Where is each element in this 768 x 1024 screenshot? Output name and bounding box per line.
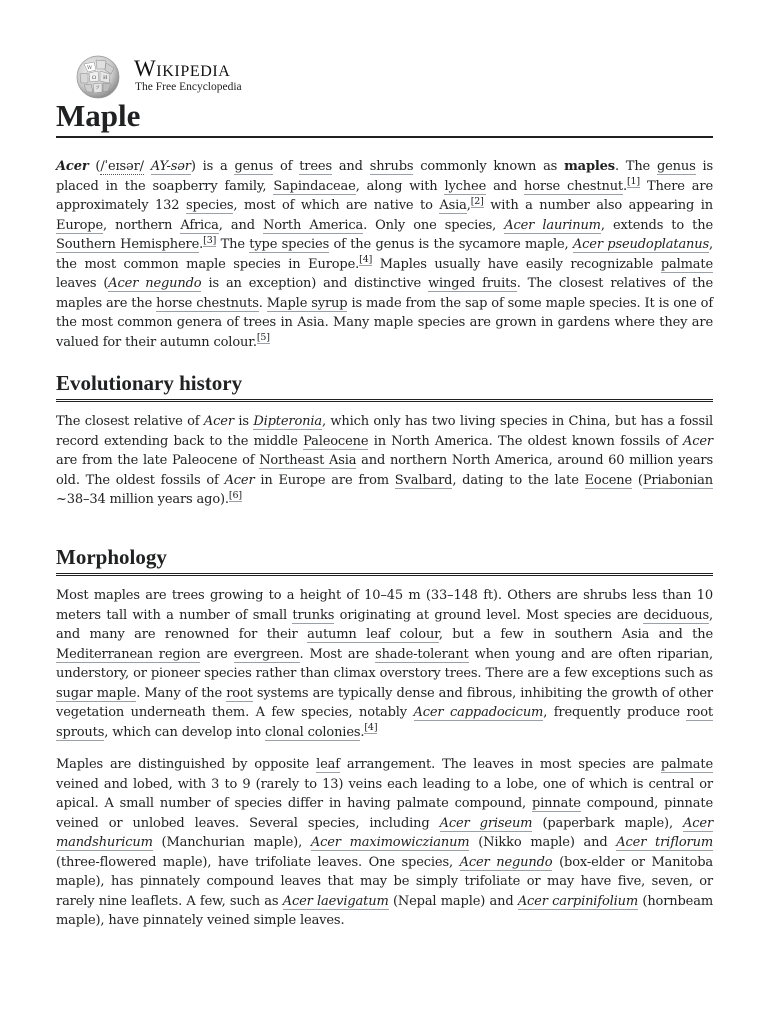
bold-term: maples bbox=[564, 159, 615, 174]
text-run: , which only has two living species in China, but has a fossil record extending back to the middle bbox=[56, 414, 713, 449]
text-run: ( bbox=[632, 472, 643, 488]
article-link[interactable]: Europe bbox=[56, 217, 104, 233]
article-link[interactable]: pinnate bbox=[531, 796, 581, 811]
section-heading: Morphology bbox=[56, 544, 713, 576]
article-link[interactable]: Svalbard bbox=[394, 472, 453, 488]
wikipedia-wordmark[interactable]: Wikipedia bbox=[134, 56, 231, 81]
article-link[interactable]: genus bbox=[234, 159, 274, 174]
article-link[interactable]: Eocene bbox=[584, 472, 633, 488]
text-run: , along with bbox=[355, 178, 445, 194]
citation-ref bbox=[364, 722, 377, 734]
svg-text:W: W bbox=[87, 65, 93, 71]
article-link[interactable]: horse chestnut bbox=[524, 178, 623, 194]
citation-ref bbox=[257, 332, 270, 344]
text-run: is made from the sap of some maple species. It is one of the most common genera of trees in Asia. Many maple species are grown in gardens where they are valued for their autumn colour. bbox=[56, 295, 713, 350]
citation-link[interactable]: [3] bbox=[203, 234, 217, 246]
section-morphology bbox=[56, 544, 713, 931]
article-link[interactable]: shrubs bbox=[369, 159, 414, 174]
citation-link[interactable]: [4] bbox=[359, 254, 373, 266]
article-link[interactable]: Acer laurinum bbox=[504, 217, 601, 233]
text-run: are bbox=[200, 646, 234, 662]
section-paragraph bbox=[56, 412, 713, 510]
article-link[interactable]: root bbox=[226, 685, 253, 701]
article-link[interactable]: trunks bbox=[292, 607, 335, 623]
text-run: . Only one species, bbox=[363, 217, 505, 233]
citation-ref bbox=[471, 196, 484, 208]
article-link[interactable]: shade-tolerant bbox=[375, 646, 469, 662]
text-run: when young and are often riparian, understory, or pioneer species rather than climax overstory trees. There are a few exceptions such as bbox=[56, 646, 713, 681]
text-run: , which can develop into bbox=[104, 724, 265, 740]
text-run bbox=[144, 159, 151, 174]
intro-paragraph bbox=[56, 157, 713, 352]
citation-ref bbox=[229, 490, 242, 502]
text-run: of the genus is the sycamore maple, bbox=[329, 237, 573, 252]
article-link[interactable]: Priabonian bbox=[642, 472, 713, 488]
text-run: systems are typically dense and fibrous, inhibiting the growth of other vegetation underneath them. A few species, notably bbox=[56, 685, 713, 720]
text-run: are from the late Paleocene of bbox=[56, 453, 260, 468]
article-link[interactable]: Northeast Asia bbox=[259, 453, 357, 468]
text-run: (Nepal maple) and bbox=[388, 893, 518, 909]
text-run: Maples usually have easily recognizable bbox=[372, 256, 661, 272]
citation-link[interactable]: [5] bbox=[256, 332, 270, 344]
citation-link[interactable]: [2] bbox=[470, 195, 484, 207]
text-run: There are approximately 132 bbox=[56, 178, 713, 213]
article-link[interactable]: Acer negundo bbox=[108, 276, 202, 291]
text-run: with a number also appearing in bbox=[483, 198, 713, 213]
wikipedia-globe-logo-icon[interactable] bbox=[74, 54, 122, 100]
text-run: of bbox=[273, 159, 300, 174]
article-link[interactable]: lychee bbox=[444, 178, 487, 194]
article-link[interactable]: Africa bbox=[180, 217, 219, 233]
text-run: leaves ( bbox=[56, 276, 109, 291]
text-run: The closest relative of bbox=[56, 414, 204, 429]
article-link[interactable]: palmate bbox=[660, 757, 713, 772]
svg-text:Ω: Ω bbox=[92, 75, 97, 81]
section-paragraph bbox=[56, 586, 713, 742]
citation-link[interactable]: [6] bbox=[228, 489, 242, 501]
bold-term: Acer bbox=[56, 159, 89, 174]
text-run: . The bbox=[614, 159, 657, 174]
article-link[interactable]: Acer laevigatum bbox=[282, 893, 389, 909]
text-run: , dating to the late bbox=[452, 472, 585, 488]
citation-ref bbox=[627, 176, 640, 188]
text-run: arrangement. The leaves in most species are bbox=[339, 757, 661, 772]
text-run: Maples are distinguished by opposite bbox=[56, 757, 317, 772]
article-link[interactable]: Acer pseudoplatanus bbox=[572, 237, 710, 252]
text-run: , frequently produce bbox=[543, 705, 687, 720]
article-link[interactable]: type species bbox=[249, 237, 330, 252]
text-run: ( bbox=[88, 159, 101, 174]
article-link[interactable]: autumn leaf colour bbox=[307, 627, 439, 642]
article-link[interactable]: Asia bbox=[439, 198, 467, 213]
text-run: . bbox=[360, 724, 365, 740]
lead-section bbox=[56, 157, 713, 352]
text-run: , the most common maple species in Europe. bbox=[56, 237, 713, 272]
text-run: in North America. The oldest known fossils of bbox=[368, 433, 683, 449]
text-run: , extends to the bbox=[600, 217, 713, 233]
text-run: is an exception) and distinctive bbox=[201, 276, 429, 291]
citation-link[interactable]: [4] bbox=[364, 722, 378, 734]
citation-link[interactable]: [1] bbox=[626, 176, 640, 188]
section-evolutionary-history bbox=[56, 370, 713, 510]
article-link[interactable]: Acer cappadocicum bbox=[413, 705, 544, 720]
text-run: (Manchurian maple), bbox=[152, 835, 311, 850]
text-run: in Europe are from bbox=[254, 472, 395, 488]
article-link[interactable]: /ˈeɪsər/ bbox=[100, 159, 144, 174]
article-link[interactable]: genus bbox=[656, 159, 696, 174]
italic-term: Acer bbox=[203, 414, 234, 429]
text-run: . The closest relatives of the maples are the bbox=[56, 276, 713, 311]
article-link[interactable]: deciduous bbox=[643, 607, 710, 623]
article-link[interactable]: Acer maximowiczianum bbox=[310, 835, 470, 850]
text-run: The bbox=[216, 237, 250, 252]
text-run: ~38–34 million years ago). bbox=[56, 492, 229, 507]
italic-term: Acer bbox=[224, 472, 255, 488]
text-run: and bbox=[331, 159, 370, 174]
article-link[interactable]: species bbox=[185, 198, 234, 213]
page-title: Maple bbox=[56, 96, 713, 138]
text-run: (three-flowered maple), have trifoliate leaves. One species, bbox=[56, 854, 460, 870]
citation-ref bbox=[203, 235, 216, 247]
article-link[interactable]: AY-sər bbox=[150, 159, 191, 174]
article-link[interactable]: trees bbox=[299, 159, 332, 174]
text-run: (box-elder or Manitoba maple), has pinnately compound leaves that may be simply trifoliate or may have five, seven, or rarely nine leaflets. A few, such as bbox=[56, 854, 713, 909]
article-link[interactable]: Acer negundo bbox=[459, 854, 553, 870]
article-link[interactable]: Acer triflorum bbox=[616, 835, 714, 850]
article-link[interactable]: clonal colonies bbox=[264, 724, 361, 740]
article-link[interactable]: Sapindaceae bbox=[273, 178, 356, 194]
text-run: . Many of the bbox=[136, 685, 227, 701]
italic-term: Acer bbox=[683, 433, 713, 449]
text-run: , but a few in southern Asia and the bbox=[438, 627, 714, 642]
citation-ref bbox=[359, 254, 372, 266]
article-link[interactable]: Acer carpinifolium bbox=[517, 893, 639, 909]
article-link[interactable]: winged fruits bbox=[428, 276, 517, 291]
article-link[interactable]: Maple syrup bbox=[266, 295, 348, 311]
article-link[interactable]: Dipteronia bbox=[253, 414, 322, 429]
article-link[interactable]: root sprouts bbox=[56, 705, 713, 740]
text-run: . bbox=[258, 295, 267, 311]
text-run: . bbox=[623, 178, 627, 194]
text-run: Most maples are trees growing to a height of 10–45 m (33–148 ft). Others are shrubs less than 10 meters tall with a number of small bbox=[56, 588, 713, 623]
text-run: originating at ground level. Most species are bbox=[334, 607, 644, 623]
section-paragraph bbox=[56, 755, 713, 931]
article-link[interactable]: sugar maple bbox=[56, 685, 137, 701]
article-link[interactable]: Acer mandshuricum bbox=[56, 815, 714, 850]
text-run: compound, pinnate veined or unlobed leaves. Several species, including bbox=[56, 796, 713, 831]
site-tagline: The Free Encyclopedia bbox=[135, 81, 242, 93]
article-link[interactable]: palmate bbox=[660, 256, 714, 272]
text-run: (hornbeam maple), have pinnately veined simple leaves. bbox=[56, 893, 713, 928]
text-run: and bbox=[486, 178, 525, 194]
article-link[interactable]: evergreen bbox=[233, 646, 300, 662]
article-link[interactable]: horse chestnuts bbox=[156, 295, 259, 311]
text-run: , bbox=[466, 198, 471, 213]
text-run: , and bbox=[218, 217, 263, 233]
article-link[interactable]: North America bbox=[262, 217, 364, 233]
text-run: is placed in the soapberry family, bbox=[56, 159, 714, 194]
text-run: is bbox=[233, 414, 254, 429]
text-run: and northern North America, around 60 million years old. The oldest fossils of bbox=[56, 453, 713, 488]
article-link[interactable]: Mediterranean region bbox=[56, 646, 201, 662]
text-run: veined and lobed, with 3 to 9 (rarely to 13) veins each leading to a lobe, one of which is central or apical. A small number of species differ in having palmate compound, bbox=[56, 776, 713, 811]
article-link[interactable]: Acer griseum bbox=[439, 815, 533, 831]
text-run: (Nikko maple) and bbox=[469, 835, 617, 850]
svg-text:ツ: ツ bbox=[95, 85, 101, 91]
text-run: . Most are bbox=[299, 646, 376, 662]
text-run: , and many are renowned for their bbox=[56, 607, 713, 642]
text-run: , northern bbox=[103, 217, 181, 233]
text-run: , most of which are native to bbox=[233, 198, 440, 213]
text-run: (paperbark maple), bbox=[532, 815, 684, 831]
article-link[interactable]: Paleocene bbox=[303, 433, 369, 449]
article-link[interactable]: Southern Hemisphere bbox=[56, 237, 200, 252]
article-link[interactable]: leaf bbox=[316, 757, 340, 772]
text-run: commonly known as bbox=[413, 159, 565, 174]
section-heading: Evolutionary history bbox=[56, 370, 713, 402]
text-run: . bbox=[199, 237, 204, 252]
svg-text:И: И bbox=[103, 75, 108, 81]
text-run: ) is a bbox=[190, 159, 235, 174]
